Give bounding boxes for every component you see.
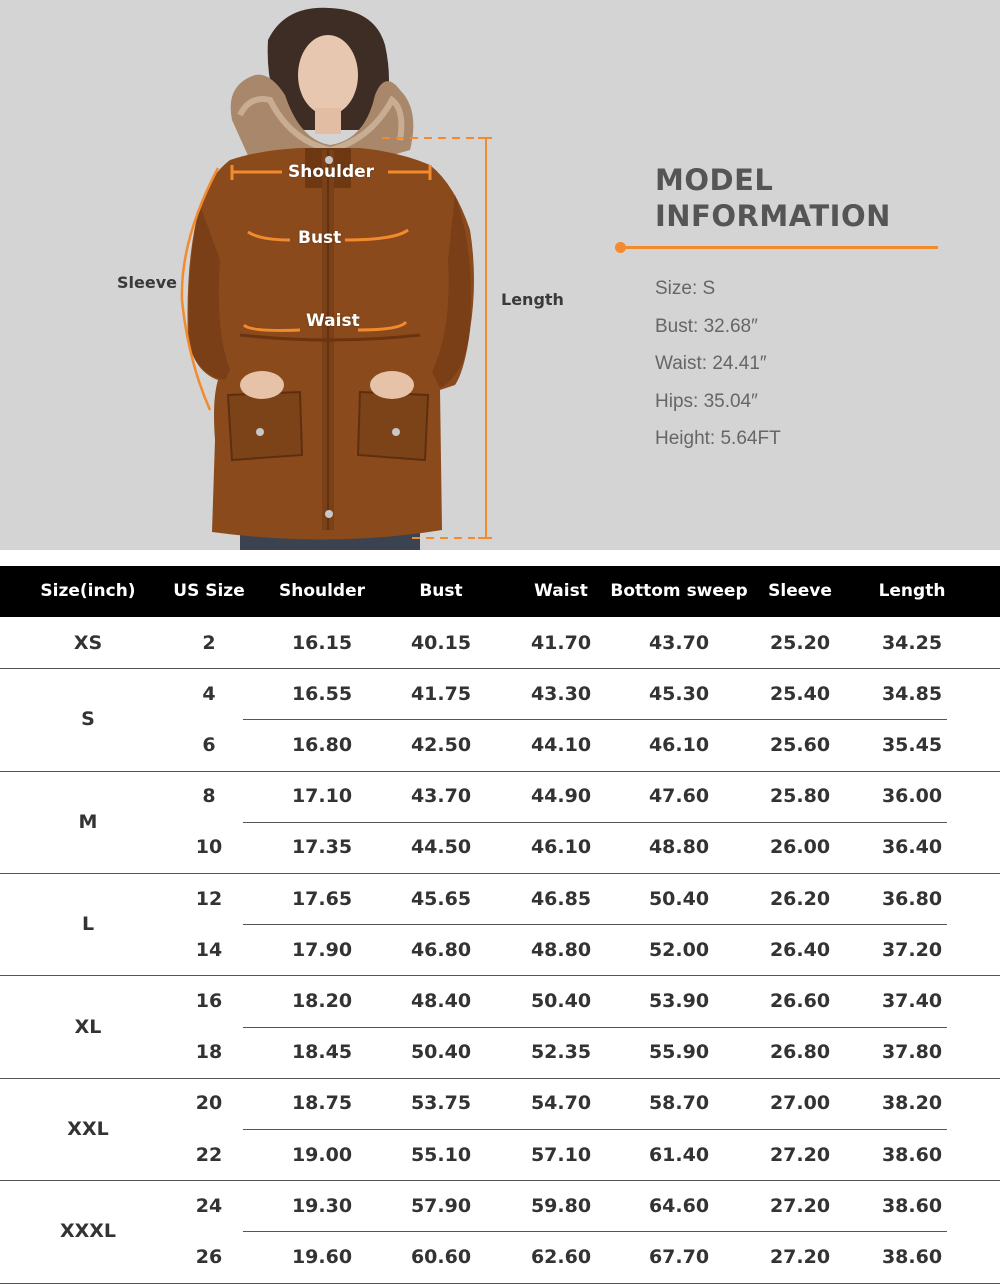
column-header: Waist [534,581,588,601]
model-info-bust: Bust: 32.68″ [655,315,758,337]
table-cell: 27.20 [769,1194,831,1217]
table-cell: 4 [202,682,216,705]
column-header: US Size [173,581,245,601]
table-cell: 20 [195,1092,223,1115]
table-cell: 36.80 [881,887,943,910]
table-cell: 26.40 [769,938,831,961]
size-label-cell: S [81,708,95,731]
table-cell: 16.15 [291,631,353,654]
table-cell: 64.60 [648,1194,710,1217]
table-cell: 57.90 [410,1194,472,1217]
table-cell: 38.60 [881,1246,943,1268]
table-cell: 17.90 [291,938,353,961]
table-cell: 2 [202,631,216,654]
table-cell: 50.40 [530,990,592,1012]
table-cell: 26.80 [769,1041,831,1064]
table-cell: 62.60 [530,1246,592,1268]
table-cell: 38.60 [881,1194,943,1217]
row-divider [243,822,947,823]
column-header: Length [878,581,946,601]
table-cell: 26.60 [769,990,831,1012]
table-cell: 43.30 [530,682,592,705]
row-divider [243,1129,947,1130]
table-cell: 50.40 [410,1041,472,1064]
title-underline [618,246,938,249]
table-cell: 25.60 [769,734,831,756]
table-cell: 41.70 [530,631,592,654]
table-cell: 46.80 [410,938,472,961]
column-header: Sleeve [768,581,832,601]
length-label: Length [501,290,564,309]
table-cell: 58.70 [648,1092,710,1115]
table-cell: 46.85 [530,887,592,910]
table-cell: 14 [195,938,223,961]
title-underline-dot [615,242,626,253]
table-cell: 10 [195,836,223,859]
table-cell: 38.60 [881,1143,943,1166]
table-cell: 46.10 [648,734,710,756]
group-divider [0,1180,1000,1181]
table-cell: 17.10 [291,785,353,808]
table-cell: 25.80 [769,785,831,808]
table-cell: 42.50 [410,734,472,756]
table-cell: 59.80 [530,1194,592,1217]
shoulder-label: Shoulder [288,162,375,182]
table-cell: 18.45 [291,1041,353,1064]
table-cell: 43.70 [648,631,710,654]
table-cell: 37.80 [881,1041,943,1064]
table-cell: 16.80 [291,734,353,756]
waist-label: Waist [306,311,360,331]
row-divider [243,1231,947,1232]
model-info-height: Height: 5.64FT [655,428,781,449]
model-title-line1: MODEL [655,163,774,197]
table-cell: 34.85 [881,682,943,705]
table-cell: 52.35 [530,1041,592,1064]
table-cell: 25.20 [769,631,831,654]
table-cell: 45.65 [410,887,472,910]
size-label-cell: L [81,913,95,936]
table-cell: 8 [202,785,216,808]
table-cell: 18 [195,1041,223,1064]
table-cell: 43.70 [410,785,472,808]
row-divider [243,719,947,720]
table-cell: 36.00 [881,785,943,808]
coat-model-illustration [0,0,560,550]
table-cell: 53.75 [410,1092,472,1115]
group-divider [0,1078,1000,1079]
column-header: Size(inch) [40,581,136,601]
table-cell: 27.00 [769,1092,831,1115]
size-label-cell: XXXL [59,1220,117,1243]
table-cell: 46.10 [530,836,592,859]
bust-label: Bust [298,228,342,248]
table-cell: 47.60 [648,785,710,808]
size-label-cell: XXL [67,1118,109,1140]
table-cell: 37.20 [881,938,943,961]
table-cell: 26 [195,1246,223,1268]
table-cell: 45.30 [648,682,710,705]
table-cell: 16 [195,990,223,1012]
table-cell: 44.50 [410,836,472,859]
product-hero [0,0,1000,550]
table-cell: 55.90 [648,1041,710,1064]
table-cell: 27.20 [769,1246,831,1268]
model-information-title [655,162,891,234]
model-info-list [655,276,781,464]
row-divider [243,924,947,925]
group-divider [0,771,1000,772]
model-title-line2: INFORMATION [655,199,891,233]
table-cell: 38.20 [881,1092,943,1115]
column-header: Bottom sweep [610,581,748,601]
table-cell: 54.70 [530,1092,592,1115]
table-cell: 19.60 [291,1246,353,1268]
table-cell: 18.20 [291,990,353,1012]
table-cell: 26.20 [769,887,831,910]
size-label-cell: M [78,810,98,833]
size-label-cell: XL [74,1015,102,1038]
group-divider [0,873,1000,874]
table-cell: 52.00 [648,938,710,961]
model-info-hips: Hips: 35.04″ [655,390,758,412]
model-info-size: Size: S [655,278,716,299]
table-cell: 48.40 [410,990,472,1012]
row-divider [243,1027,947,1028]
table-cell: 40.15 [410,631,472,654]
table-cell: 44.10 [530,734,592,756]
table-cell: 60.60 [410,1246,472,1268]
table-cell: 67.70 [648,1246,710,1268]
table-cell: 36.40 [881,836,943,859]
table-cell: 12 [195,887,223,910]
sleeve-label: Sleeve [117,273,177,292]
table-cell: 19.30 [291,1194,353,1217]
table-cell: 48.80 [648,836,710,859]
table-cell: 44.90 [530,785,592,808]
table-cell: 37.40 [881,990,943,1012]
size-label-cell: XS [73,631,103,654]
table-cell: 57.10 [530,1143,592,1166]
table-cell: 34.25 [881,631,943,654]
group-divider [0,668,1000,669]
table-cell: 48.80 [530,938,592,961]
table-cell: 55.10 [410,1143,472,1166]
table-cell: 27.20 [769,1143,831,1166]
table-cell: 50.40 [648,887,710,910]
table-cell: 22 [195,1143,223,1166]
table-cell: 19.00 [291,1143,353,1166]
table-cell: 16.55 [291,682,353,705]
table-cell: 53.90 [648,990,710,1012]
table-cell: 18.75 [291,1092,353,1115]
table-cell: 26.00 [769,836,831,859]
table-cell: 41.75 [410,682,472,705]
table-cell: 61.40 [648,1143,710,1166]
table-header [0,566,1000,617]
table-cell: 6 [202,734,216,756]
table-cell: 17.35 [291,836,353,859]
table-cell: 35.45 [881,734,943,756]
group-divider [0,975,1000,976]
model-info-waist: Waist: 24.41″ [655,353,767,374]
table-cell: 24 [195,1194,223,1217]
table-cell: 17.65 [291,887,353,910]
table-cell: 25.40 [769,682,831,705]
group-divider [0,1283,1000,1284]
column-header: Bust [419,581,463,601]
column-header: Shoulder [278,581,366,601]
